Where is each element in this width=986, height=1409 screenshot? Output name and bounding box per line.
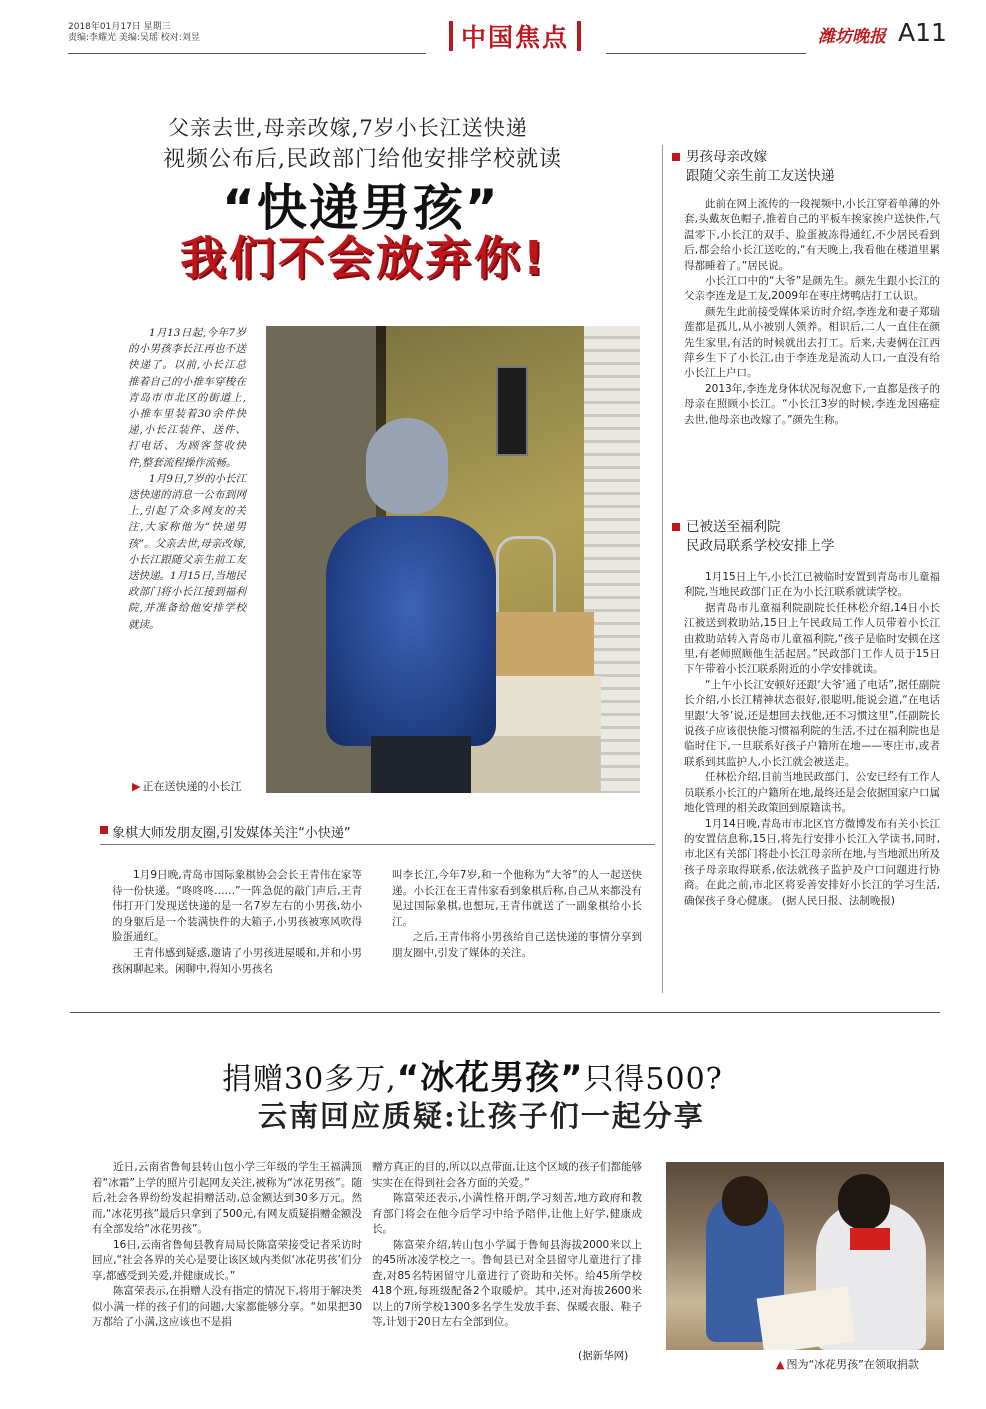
- sub-head-3: [112, 822, 351, 841]
- sub-head-marker-icon: [672, 523, 680, 531]
- story-separator: [70, 1012, 940, 1013]
- lead-paragraph: 1月13日起,今年7岁的小男孩李长江再也不送快递了。以前,小长江总推着自己的小推车穿梭在青岛市市北区的街道上,小推车里装着30余件快递,小长江装件、送件、打电话、为顾客签收快件,整套流程操作流畅。: [128, 327, 246, 469]
- sub-head-1-line1: 男孩母亲改嫁: [686, 149, 767, 165]
- section1-body: [684, 197, 940, 428]
- section-banner: [430, 16, 600, 56]
- body-paragraph: 颜先生此前接受媒体采访时介绍,李连龙和妻子郑瑞莲都是孤儿,从小被别人领养。相识后,二人一直住在颜先生家里,有活的时候就出去打工。后来,夫妻俩在江西萍乡生下了小长江,由于李连龙是流动人口,一直没有给小长江上户口。: [684, 305, 940, 380]
- body-paragraph: 2013年,李连龙身体状况每况愈下,一直都是孩子的母亲在照顾小长江。“小长江3岁的时候,李连龙因癌症去世,他母亲也改嫁了。”颜先生称。: [684, 382, 940, 426]
- story1-kicker-2: 视频公布后,民政部门给他安排学校就读: [163, 147, 562, 172]
- page-number: A11: [898, 18, 947, 47]
- body-paragraph: 赠方真正的目的,所以以点带面,让这个区域的孩子们都能够实实在在得到社会各方面的关爱。”: [372, 1161, 642, 1189]
- mid-column-2: [392, 868, 642, 962]
- body-paragraph: 1月15日上午,小长江已被临时安置到青岛市儿童福利院,当地民政部门正在为小长江联系就读学校。: [684, 571, 940, 599]
- photo2-caption: [776, 1356, 919, 1372]
- body-paragraph: 之后,王青伟将小男孩给自己送快递的事情分享到朋友圈中,引发了媒体的关注。: [392, 931, 642, 959]
- body-paragraph: 王青伟感到疑惑,邀请了小男孩进屋暖和,并和小男孩闲聊起来。闲聊中,得知小男孩名: [112, 946, 362, 975]
- section2-body: [684, 570, 940, 909]
- section-bar-left: [449, 21, 453, 51]
- story2-title: [222, 1050, 723, 1099]
- story2-title-pre: 捐赠30多万,: [222, 1062, 397, 1097]
- story2-column-1: [92, 1160, 362, 1331]
- body-paragraph: 据青岛市儿童福利院副院长任林松介绍,14日小长江被送到救助站,15日上午民政局工作人员带着小长江由救助站转入青岛市儿童福利院,“孩子是临时安顿在这里,有老师照顾他生活起居。”民政部门工作人员于15日下午带着小长江联系附近的小学安排就读。: [684, 601, 940, 676]
- sub-head-3-text: 象棋大师发朋友圈,引发媒体关注“小快递”: [112, 826, 351, 841]
- sub-head-1: [686, 148, 835, 186]
- body-paragraph: 近日,云南省鲁甸县转山包小学三年级的学生王福满顶着“冰霜”上学的照片引起网友关注,被称为“冰花男孩”。随后,社会各界纷纷发起捐赠活动,总金额达到30多万元。然而,“冰花男孩”最后只拿到了500元,有网友质疑捐赠金额没有全部发给“冰花男孩”。: [92, 1161, 362, 1235]
- mid-column-1: [112, 868, 362, 977]
- sub-head-2-line2: 民政局联系学校安排上学: [686, 538, 835, 554]
- story1-title: “快递男孩”: [222, 179, 500, 237]
- photo1-caption-text: 正在送快递的小长江: [142, 780, 242, 793]
- mid-head-rule: [100, 844, 655, 845]
- story2-title-post: 只得500?: [583, 1062, 723, 1097]
- body-paragraph: “上午小长江安顿好还跟‘大爷’通了电话”,据任副院长介绍,小长江精神状态很好,很聪明,能说会道,“在电话里跟‘大爷’说,还是想回去找他,还不习惯这里”,任副院长说孩子应该很快能习惯福利院的生活,不过在福利院也是临时住下,一旦联系好孩子户籍所在地——枣庄市,或者联系到其监护人,小长江就会被送走。: [684, 678, 940, 768]
- story1-title-red: 我们不会放弃你!: [180, 231, 547, 285]
- story2-title-big: “冰花男孩”: [396, 1058, 584, 1098]
- header-date: 2018年01月17日 星期三: [68, 22, 171, 32]
- sub-head-1-line2: 跟随父亲生前工友送快递: [686, 168, 835, 184]
- story2-subtitle: 云南回应质疑:让孩子们一起分享: [258, 1099, 705, 1133]
- body-paragraph: 叫李长江,今年7岁,和一个他称为“大爷”的人一起送快递。小长江在王青伟家看到象棋后称,自己从来都没有见过国际象棋,也想玩,王青伟就送了一副象棋给小长江。: [392, 869, 642, 928]
- section-bar-right: [577, 21, 581, 51]
- header-rule-left: [68, 53, 426, 54]
- body-paragraph: 1月14日晚,青岛市市北区官方微博发布有关小长江的安置信息称,15日,将先行安排小长江入学读书,同时,市北区有关部门将赴小长江母亲所在地,与当地派出所及孩子母亲取得联系,依法就孩子监护及户口问题进行协商。在此之前,市北区将妥善安排好小长江的学习生活,确保孩子身心健康。 (据人民日报、法制晚报): [684, 817, 940, 907]
- section-title: 中国焦点: [460, 23, 569, 52]
- header-meta: [68, 22, 200, 44]
- column-divider: [662, 145, 663, 993]
- story2-source: (据新华网): [578, 1350, 629, 1362]
- story1-kicker-1: 父亲去世,母亲改嫁,7岁小长江送快递: [168, 116, 528, 140]
- photo-ice-boy: [666, 1162, 944, 1350]
- sub-head-2-line1: 已被送至福利院: [686, 519, 781, 535]
- lead-paragraph: 1月9日,7岁的小长江送快递的消息一公布到网上,引起了众多网友的关注,大家称他为“快递男孩”。父亲去世,母亲改嫁,小长江跟随父亲生前工友送快递。1月15日,当地民政部门将小长江接到福利院,并准备给他安排学校就读。: [128, 472, 246, 631]
- body-paragraph: 陈富荣表示,在捐赠人没有指定的情况下,将用于解决类似小满一样的孩子们的问题,大家都能够分享。“如果把30万都给了小满,这应该也不是捐: [92, 1285, 362, 1328]
- newspaper-logo: 潍坊晚报: [818, 27, 886, 47]
- photo1-caption: [132, 778, 241, 794]
- story2-column-2: [372, 1160, 642, 1331]
- body-paragraph: 陈富荣还表示,小满性格开朗,学习刻苦,地方政府和教育部门将会在他今后学习中给予陪伴,让他上好学,健康成长。: [372, 1192, 642, 1235]
- photo2-caption-text: 图为“冰花男孩”在领取捐款: [786, 1358, 919, 1371]
- body-paragraph: 陈富荣介绍,转山包小学属于鲁甸县海拔2000米以上的45所冰凌学校之一。鲁甸县已对全县留守儿童进行了排查,对85名特困留守儿童进行了资助和关怀。给45所学校418个班,每班级配备2个取暖炉。其中,还对海拔2600米以上的7所学校1300多名学生发放手套、保暖衣服、鞋子等,计划于20日左右全部到位。: [372, 1238, 642, 1328]
- body-paragraph: 此前在网上流传的一段视频中,小长江穿着单薄的外套,头戴灰色帽子,推着自己的平板车挨家挨户送快件,气温零下,小长江的双手、脸蛋被冻得通红,不少居民看到后,都会给小长江送吃的,“有天晚上,我看他在楼道里累得都睡着了。”居民说。: [684, 198, 940, 272]
- sub-head-marker-icon: [100, 826, 108, 834]
- photo-boy-delivering: [266, 326, 640, 793]
- body-paragraph: 1月9日晚,青岛市国际象棋协会会长王青伟在家等待一份快递。“咚咚咚……”一阵急促的敲门声后,王青伟打开门发现送快递的是一名7岁左右的小男孩,幼小的身躯后是一个装满快件的大箱子,小男孩被寒风吹得脸蛋通红。: [112, 869, 362, 944]
- body-paragraph: 16日,云南省鲁甸县教育局局长陈富荣接受记者采访时回应,“社会各界的关心是要让该区域内类似‘冰花男孩’们分享,都感受到关爱,并健康成长。”: [92, 1238, 362, 1282]
- sub-head-2: [686, 518, 835, 556]
- story1-lead: [128, 325, 246, 633]
- caption-triangle-icon: ▲: [776, 1358, 785, 1371]
- caption-triangle-icon: ▶: [132, 780, 141, 793]
- body-paragraph: 任林松介绍,目前当地民政部门、公安已经有工作人员联系小长江的户籍所在地,最终还是会依据国家户口属地化管理的相关政策回到原籍读书。: [684, 771, 940, 815]
- body-paragraph: 小长江口中的“大爷”是颜先生。颜先生跟小长江的父亲李连龙是工友,2009年在枣庄烤鸭店打工认识。: [684, 275, 940, 303]
- header-rule-right: [606, 53, 806, 54]
- sub-head-marker-icon: [672, 153, 680, 161]
- header-editors: 责编:李耀光 美编:吴瑶 校对:刘昱: [68, 33, 200, 43]
